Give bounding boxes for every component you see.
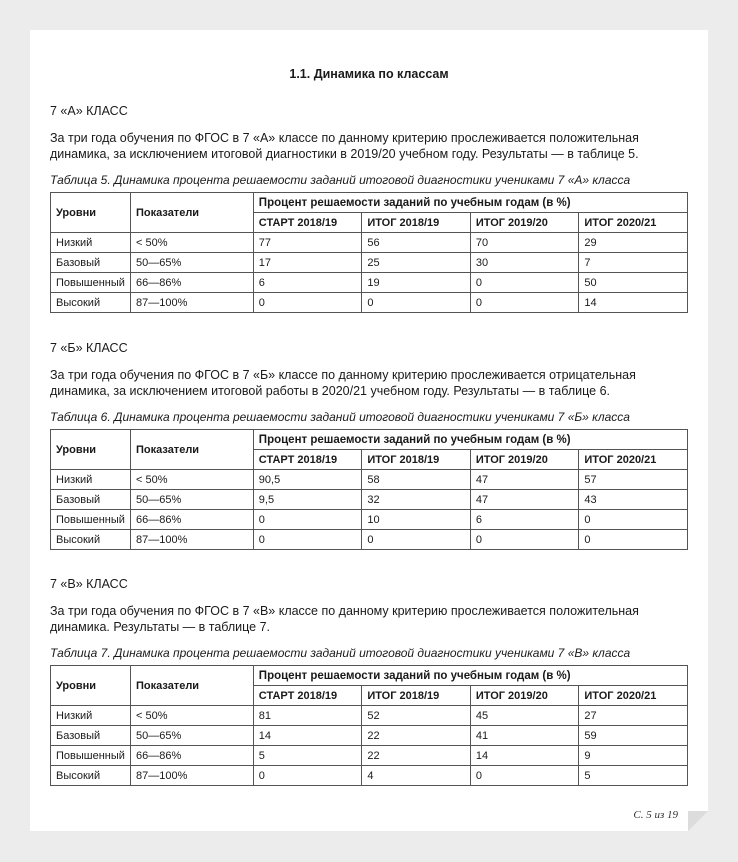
table-cell: Базовый [51,253,131,273]
column-header-itog-2018-19: ИТОГ 2018/19 [362,213,471,233]
table-cell: 6 [253,273,362,293]
table-cell: 87—100% [130,766,253,786]
table-cell: 6 [470,510,579,530]
column-header-start: СТАРТ 2018/19 [253,686,362,706]
table-cell: Высокий [51,530,131,550]
table-cell: 0 [253,530,362,550]
paragraph: За три года обучения по ФГОС в 7 «В» классе по данному критерию прослеживается положительная динамика. Результаты — в таблице 7. [50,604,639,634]
column-header-itog-2020-21: ИТОГ 2020/21 [579,450,688,470]
table-row [51,470,688,490]
table-cell: 81 [253,706,362,726]
table-cell: 9,5 [253,490,362,510]
paragraph: За три года обучения по ФГОС в 7 «А» классе по данному критерию прослеживается положительная динамика, за исключением итоговой диагностики в 2019/20 учебном году. Результаты — в таблице 5. [50,131,639,161]
column-header-levels: Уровни [51,193,131,233]
table-cell: Низкий [51,706,131,726]
column-header-itog-2020-21: ИТОГ 2020/21 [579,686,688,706]
table-cell: 52 [362,706,471,726]
class-heading: 7 «В» КЛАСС [50,577,128,591]
table-cell: Высокий [51,766,131,786]
column-header-itog-2018-19: ИТОГ 2018/19 [362,450,471,470]
table-cell: 0 [470,530,579,550]
table-row [51,233,688,253]
column-header-levels: Уровни [51,430,131,470]
table-cell: 70 [470,233,579,253]
table-cell: 57 [579,470,688,490]
table-cell: 43 [579,490,688,510]
table-cell: 0 [470,766,579,786]
column-header-indicators: Показатели [130,666,253,706]
column-header-group: Процент решаемости заданий по учебным годам (в %) [253,666,687,686]
column-header-indicators: Показатели [130,193,253,233]
results-table [50,429,688,550]
table-caption: Таблица 6. Динамика процента решаемости заданий итоговой диагностики учениками 7 «Б» класса [50,410,630,424]
table-cell: 27 [579,706,688,726]
document-page [30,30,708,831]
table-cell: 29 [579,233,688,253]
column-header-itog-2020-21: ИТОГ 2020/21 [579,213,688,233]
table-cell: 5 [579,766,688,786]
table-cell: 32 [362,490,471,510]
table-cell: 41 [470,726,579,746]
section-title: 1.1. Динамика по классам [289,67,449,81]
table-cell: 0 [253,766,362,786]
table-row [51,706,688,726]
column-header-levels: Уровни [51,666,131,706]
table-cell: 66—86% [130,510,253,530]
table-row [51,530,688,550]
table-cell: 5 [253,746,362,766]
column-header-group: Процент решаемости заданий по учебным годам (в %) [253,430,687,450]
column-header-itog-2019-20: ИТОГ 2019/20 [470,450,579,470]
table-cell: 30 [470,253,579,273]
table-cell: < 50% [130,233,253,253]
table-cell: 56 [362,233,471,253]
table-cell: 14 [579,293,688,313]
table-cell: 19 [362,273,471,293]
table-row [51,726,688,746]
table-caption: Таблица 5. Динамика процента решаемости заданий итоговой диагностики учениками 7 «А» класса [50,173,631,187]
class-heading: 7 «Б» КЛАСС [50,341,128,355]
page-number: С. 5 из 19 [633,809,678,821]
table-cell: Повышенный [51,273,131,293]
table-cell: 66—86% [130,273,253,293]
column-header-itog-2019-20: ИТОГ 2019/20 [470,213,579,233]
table-row [51,766,688,786]
table-cell: < 50% [130,470,253,490]
table-cell: < 50% [130,706,253,726]
column-header-start: СТАРТ 2018/19 [253,213,362,233]
column-header-indicators: Показатели [130,430,253,470]
table-row [51,510,688,530]
table-cell: 0 [362,293,471,313]
table-cell: 10 [362,510,471,530]
class-block-7b [50,340,688,550]
table-row [51,273,688,293]
table-cell: Высокий [51,293,131,313]
table-row [51,293,688,313]
table-cell: 0 [470,293,579,313]
table-cell: Повышенный [51,746,131,766]
table-cell: Низкий [51,233,131,253]
table-cell: 50—65% [130,253,253,273]
table-cell: 0 [362,530,471,550]
column-header-itog-2019-20: ИТОГ 2019/20 [470,686,579,706]
table-cell: 50—65% [130,490,253,510]
table-cell: 14 [470,746,579,766]
column-header-itog-2018-19: ИТОГ 2018/19 [362,686,471,706]
table-row [51,746,688,766]
table-cell: 66—86% [130,746,253,766]
table-cell: 87—100% [130,530,253,550]
table-cell: 50 [579,273,688,293]
table-cell: 22 [362,746,471,766]
table-header-row [51,193,688,213]
results-table [50,665,688,786]
class-block-7a [50,103,688,313]
table-row [51,253,688,273]
table-cell: Повышенный [51,510,131,530]
table-cell: 7 [579,253,688,273]
column-header-start: СТАРТ 2018/19 [253,450,362,470]
table-cell: 58 [362,470,471,490]
table-header-row [51,666,688,686]
table-cell: 22 [362,726,471,746]
class-heading: 7 «А» КЛАСС [50,104,128,118]
class-block-7v [50,576,688,786]
table-cell: 87—100% [130,293,253,313]
table-cell: 17 [253,253,362,273]
table-cell: 0 [253,293,362,313]
table-cell: 0 [579,510,688,530]
table-row [51,490,688,510]
table-caption: Таблица 7. Динамика процента решаемости заданий итоговой диагностики учениками 7 «В» класса [50,646,631,660]
column-header-group: Процент решаемости заданий по учебным годам (в %) [253,193,687,213]
results-table [50,192,688,313]
table-cell: 47 [470,490,579,510]
table-header-row [51,430,688,450]
table-cell: 90,5 [253,470,362,490]
table-cell: 59 [579,726,688,746]
table-cell: 9 [579,746,688,766]
paragraph: За три года обучения по ФГОС в 7 «Б» классе по данному критерию прослеживается отрицательная динамика, за исключением итоговой работы в 2020/21 учебном году. Результаты — в таблице 6. [50,368,636,398]
table-cell: 0 [470,273,579,293]
table-cell: 47 [470,470,579,490]
table-cell: 50—65% [130,726,253,746]
table-cell: Базовый [51,726,131,746]
table-cell: 4 [362,766,471,786]
table-cell: 45 [470,706,579,726]
table-cell: 0 [579,530,688,550]
table-cell: 0 [253,510,362,530]
table-cell: Базовый [51,490,131,510]
table-cell: Низкий [51,470,131,490]
table-cell: 14 [253,726,362,746]
table-cell: 25 [362,253,471,273]
table-cell: 77 [253,233,362,253]
page-corner-fold [688,811,708,831]
